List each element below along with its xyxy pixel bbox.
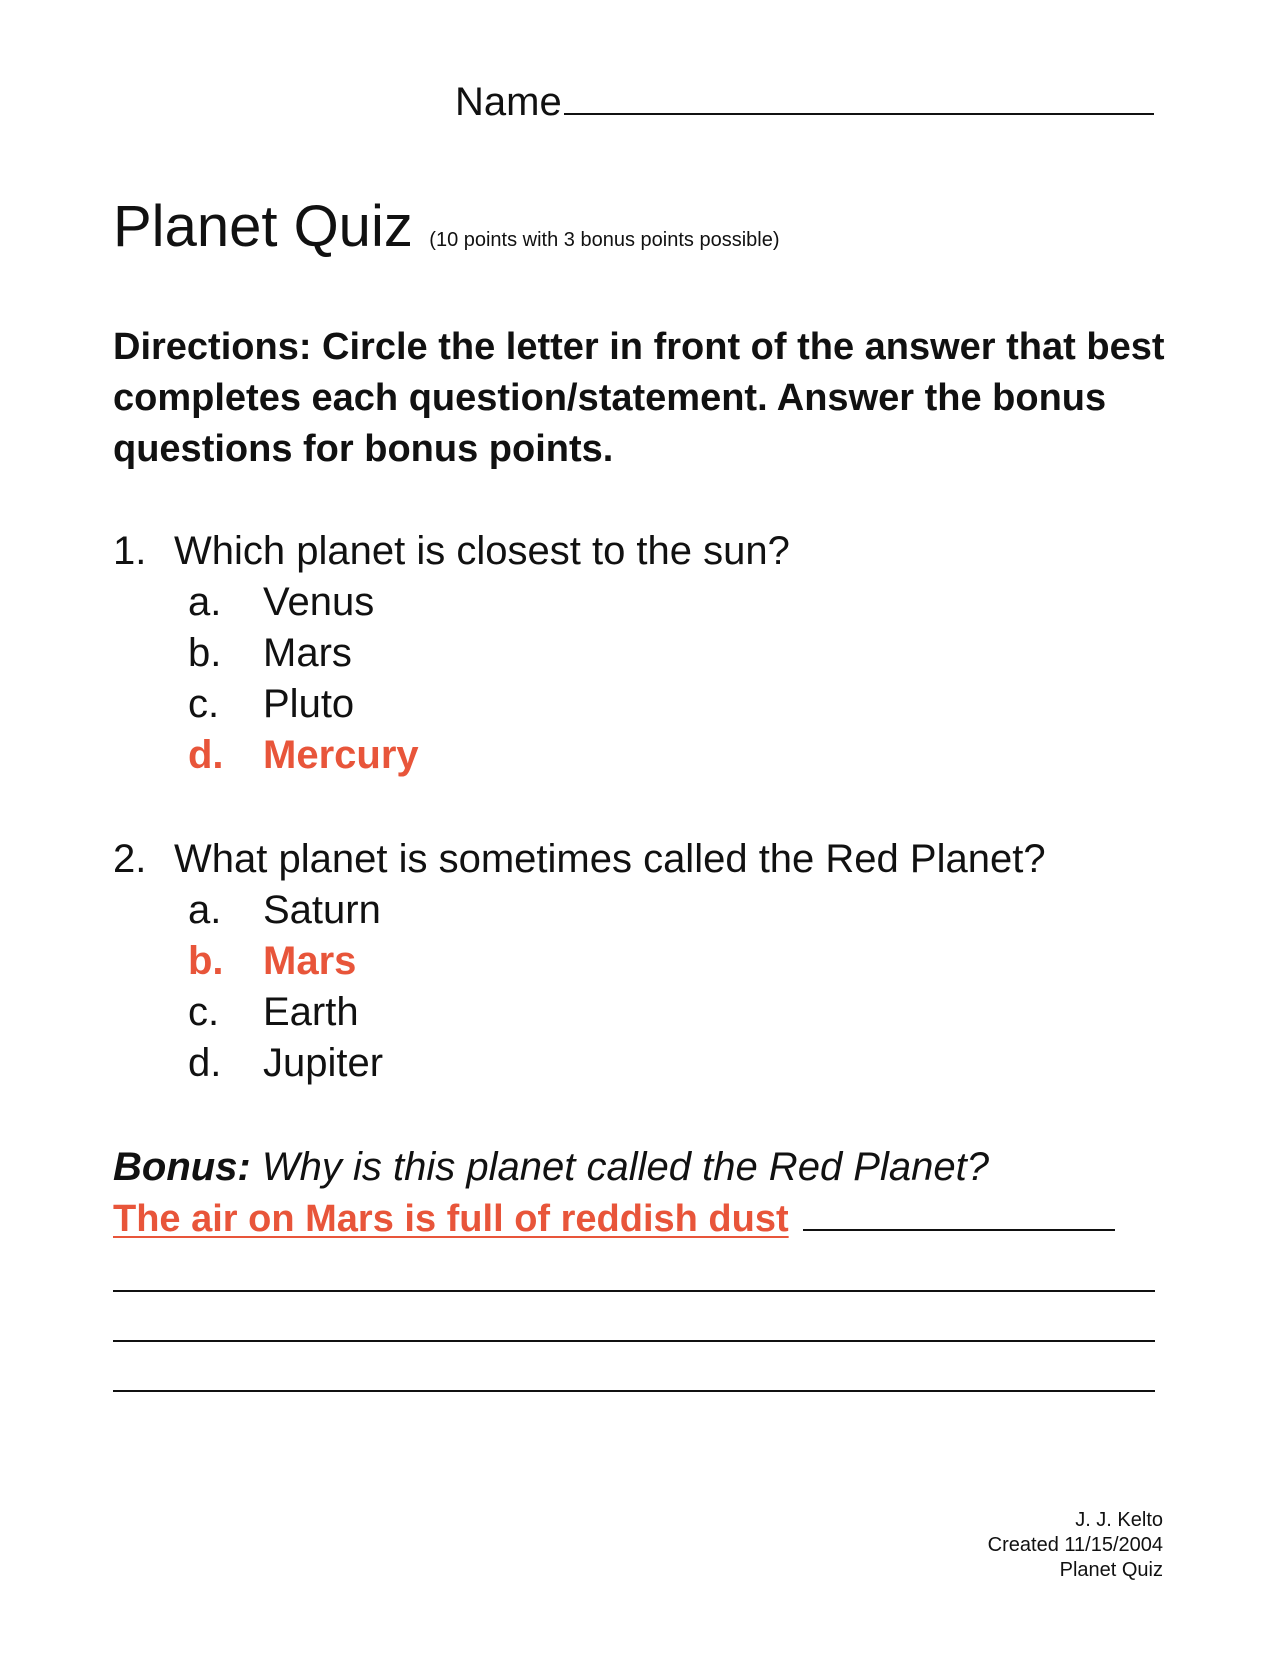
directions-text: Directions: Circle the letter in front of the answer that best completes each question/statement. Answer the bonus questions for bonus points. [113, 326, 1165, 470]
question-2-options [113, 885, 1046, 1089]
question-1-options [113, 577, 790, 781]
bonus-question [113, 1142, 989, 1193]
footer [988, 1508, 1163, 1583]
option-letter: b. [188, 939, 224, 983]
option-letter: c. [188, 682, 220, 726]
option-letter: b. [188, 631, 222, 675]
name-blank-line [564, 79, 1154, 115]
option-c[interactable] [188, 679, 790, 730]
bonus-answer-row[interactable] [113, 1193, 1115, 1245]
option-c[interactable] [188, 987, 1046, 1038]
question-2 [113, 834, 1046, 1089]
footer-doc-title: Planet Quiz [1059, 1559, 1163, 1581]
option-letter: c. [188, 990, 220, 1034]
answer-blank-line[interactable] [113, 1340, 1155, 1342]
option-a[interactable] [188, 885, 1046, 936]
option-a[interactable] [188, 577, 790, 628]
name-field-row [455, 78, 1154, 126]
answer-blank-line [803, 1193, 1115, 1231]
option-text: Mars [263, 939, 357, 983]
footer-author: J. J. Kelto [1075, 1509, 1163, 1531]
option-d[interactable] [188, 1038, 1046, 1089]
question-1-stem [113, 526, 790, 577]
option-text: Mars [263, 631, 352, 675]
option-letter: d. [188, 733, 224, 777]
question-1 [113, 526, 790, 781]
option-letter: d. [188, 1041, 222, 1085]
option-d[interactable] [188, 730, 790, 781]
option-text: Earth [263, 990, 359, 1034]
option-text: Jupiter [263, 1041, 384, 1085]
bonus-question-text: Why is this planet called the Red Planet? [261, 1145, 989, 1189]
option-text: Pluto [263, 682, 355, 726]
question-text: What planet is sometimes called the Red Planet? [174, 837, 1046, 881]
footer-created-date: Created 11/15/2004 [987, 1534, 1163, 1556]
name-label: Name [455, 80, 562, 124]
points-note: (10 points with 3 bonus points possible) [429, 229, 780, 251]
question-2-stem [113, 834, 1046, 885]
answer-blank-line[interactable] [113, 1290, 1155, 1292]
question-text: Which planet is closest to the sun? [174, 529, 790, 573]
option-text: Saturn [263, 888, 381, 932]
answer-blank-line[interactable] [113, 1390, 1155, 1392]
page-title: Planet Quiz [113, 194, 413, 259]
option-letter: a. [188, 888, 222, 932]
option-b[interactable] [188, 936, 1046, 987]
title-row [113, 192, 780, 262]
bonus-answer-text: The air on Mars is full of reddish dust [113, 1198, 789, 1240]
option-b[interactable] [188, 628, 790, 679]
option-letter: a. [188, 580, 222, 624]
option-text: Mercury [263, 733, 419, 777]
question-number: 2. [113, 837, 147, 881]
option-text: Venus [263, 580, 375, 624]
question-number: 1. [113, 529, 147, 573]
bonus-label: Bonus: [113, 1145, 251, 1189]
